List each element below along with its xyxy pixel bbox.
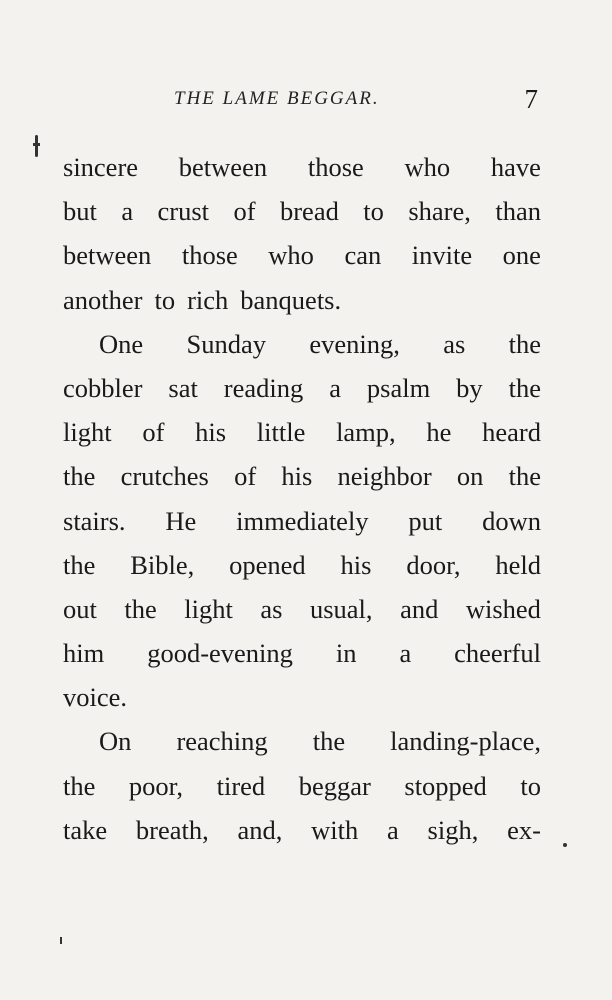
word: the [124,593,157,624]
word: to [154,284,176,315]
word: than [495,196,541,227]
text-line [63,454,541,498]
word: his [195,417,227,448]
word: between [178,152,268,182]
word: between [63,240,152,271]
word: those [307,152,364,182]
word: share, [408,196,471,227]
word: sat [168,372,198,403]
text-line [63,499,541,543]
word: light [184,593,233,624]
word: reading [223,372,304,403]
word: the [508,328,541,359]
word: poor, [128,770,184,801]
word: held [495,549,541,580]
body-text [63,145,541,852]
word: cobbler [63,372,143,403]
word: in [335,638,357,669]
word: the [312,726,346,757]
word: by [456,372,483,403]
word: the [508,461,541,492]
word: the [63,461,96,492]
word: Bible, [130,549,195,580]
word: wished [465,593,541,624]
word: usual, [309,593,373,624]
word: crust [157,196,210,227]
paragraph-start-line [63,719,541,763]
text-line [63,587,541,631]
word: breath, [135,814,209,845]
word: immediately [236,505,369,536]
paragraph-start-line [63,322,541,366]
word: a [329,372,341,403]
word: He [165,505,197,536]
text-line [63,543,541,587]
word: a [121,196,134,227]
text-line [63,764,541,808]
word: banquets. [240,284,342,315]
margin-mark [60,937,62,944]
page-number: 7 [524,84,538,114]
word: evening, [309,328,400,359]
word: the [63,770,96,801]
word: on [456,461,484,492]
word: sigh, [427,814,479,845]
text-line [63,145,541,189]
word: sincere [63,152,139,182]
word: of [234,461,257,492]
word: to [520,770,541,801]
word: with [311,814,359,845]
word: as [443,328,466,359]
word: one [502,240,541,271]
text-line [63,189,541,233]
running-title: THE LAME BEGGAR. [174,88,380,109]
stray-dot [563,843,567,847]
word: have [490,152,541,182]
word: to [363,196,384,227]
word: another [63,284,143,315]
word: stopped [404,770,487,801]
text-line [63,366,541,410]
running-head [168,84,548,116]
word: a [399,638,412,669]
text-line [63,233,541,277]
word: his [281,461,313,492]
word: he [426,417,452,448]
word: and [400,593,439,624]
word: tired [216,770,266,801]
word: those [181,240,238,271]
word: heard [482,417,541,448]
word: the [63,549,96,580]
word: good-evening [147,638,293,669]
word: light [63,417,112,448]
word: cheerful [454,638,541,669]
word: out [63,593,97,624]
word: One [99,328,144,359]
word: take [63,814,108,845]
word: of [233,196,256,227]
word: him [63,638,105,669]
text-line [63,808,541,852]
word: a [387,814,399,845]
word: opened [229,549,306,580]
word: and, [237,814,283,845]
margin-mark [35,135,38,157]
word: On [99,726,132,757]
word: his [340,549,372,580]
text-line [63,410,541,454]
word: lamp, [336,417,396,448]
word: who [268,240,314,271]
word: can [344,240,382,271]
word: ex- [507,814,541,845]
word: beggar [298,770,371,801]
text-line [63,278,541,322]
text-line [63,675,541,719]
word: who [404,152,451,182]
word: put [408,505,443,536]
word: the [508,372,541,403]
word: down [482,505,541,536]
word: but [63,196,97,227]
text-line [63,631,541,675]
word: neighbor [337,461,432,492]
word: invite [411,240,473,271]
word: psalm [366,372,431,403]
word: crutches [120,461,209,492]
word: Sunday [186,328,266,359]
word: voice. [63,682,128,713]
word: of [142,417,165,448]
word: as [260,593,283,624]
word: little [256,417,306,448]
word: door, [406,549,461,580]
word: reaching [176,726,268,757]
word: stairs. [63,505,126,536]
word: rich [187,284,229,315]
word: landing-place, [390,726,541,757]
word: bread [279,196,339,227]
